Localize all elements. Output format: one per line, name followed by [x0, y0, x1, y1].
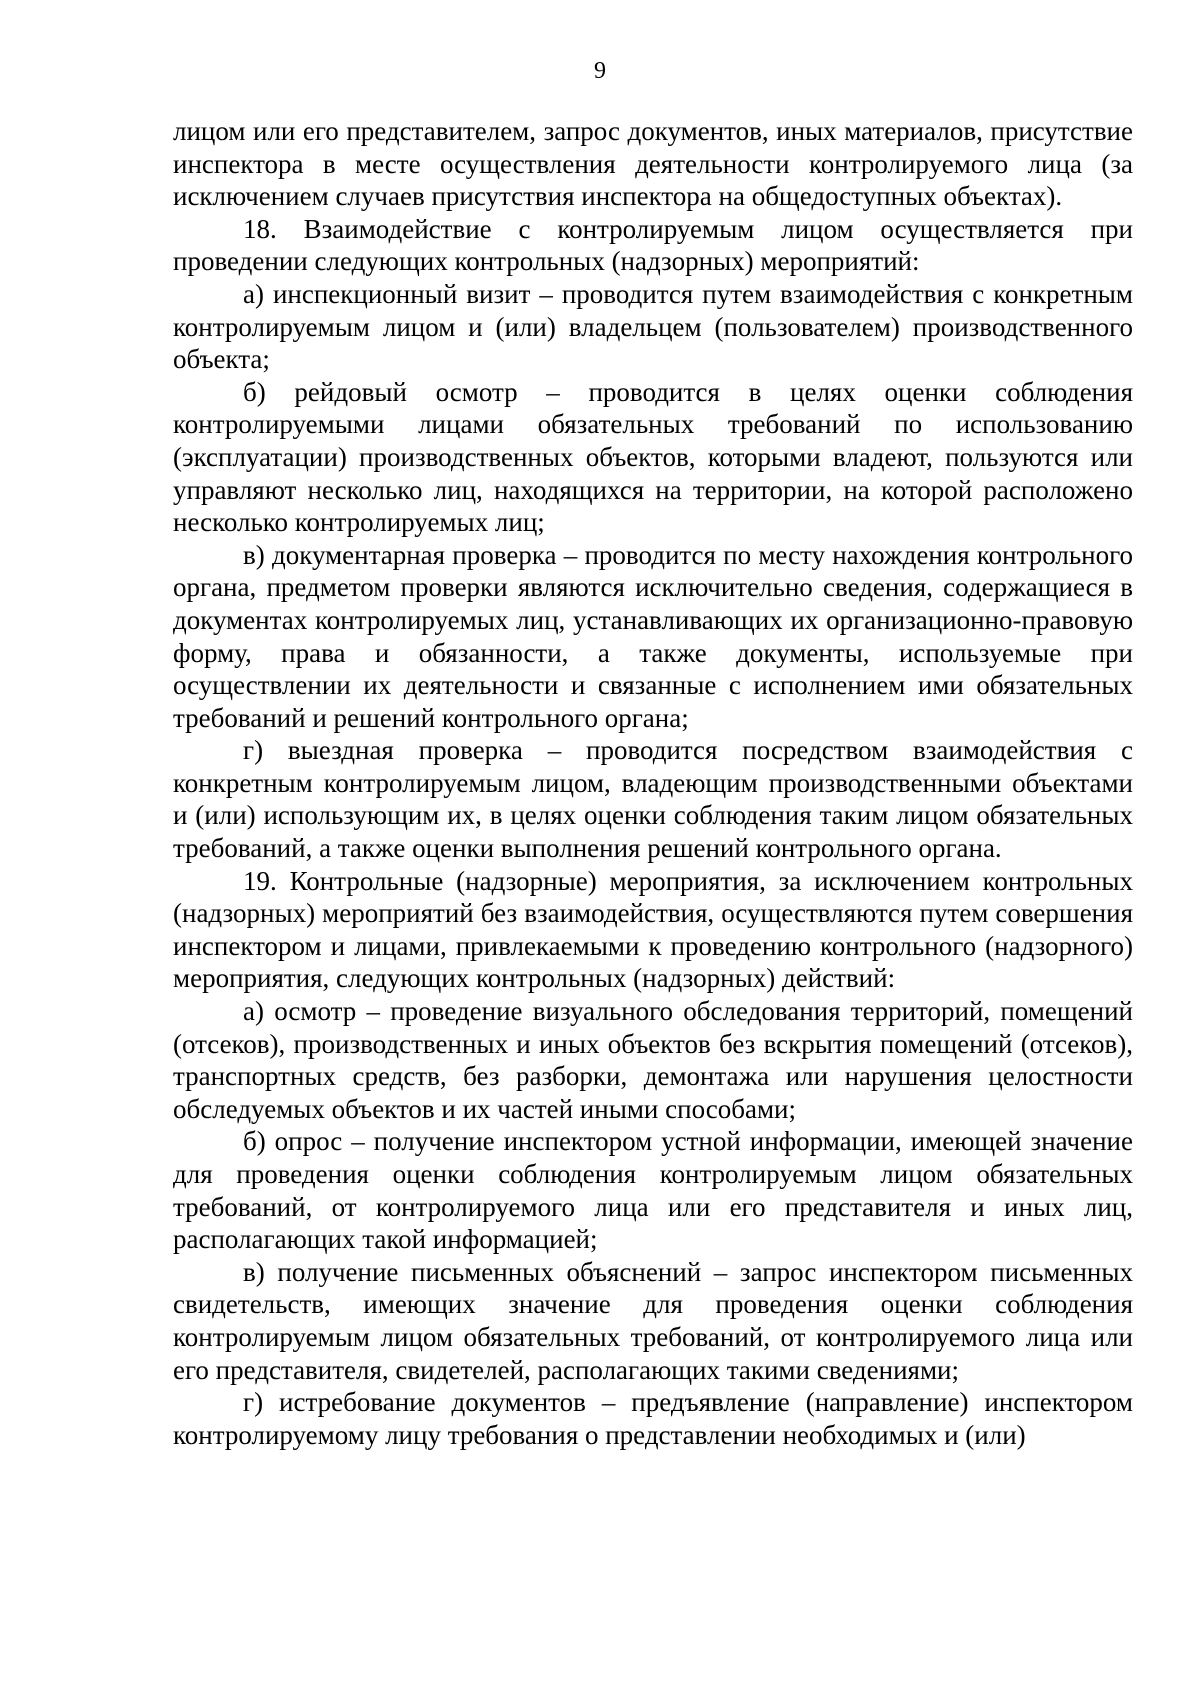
- paragraph-18-v: в) документарная проверка – проводится по месту нахождения контрольного органа, предметом проверки являются исключительно сведения, содержащиеся в документах контролируемых лиц, устанавливающих их организационно-правовую форму, права и обязанности, а также документы, используемые при осуществлении их деятельности и связанные с исполнением ими обязательных требований и решений контрольного органа;: [173, 539, 1133, 733]
- document-body: [173, 115, 1133, 1451]
- page-number: 9: [594, 58, 606, 84]
- paragraph-19-a: а) осмотр – проведение визуального обследования территорий, помещений (отсеков), производственных и иных объектов без вскрытия помещений (отсеков), транспортных средств, без разборки, демонтажа или нарушения целостности обследуемых объектов и их частей иными способами;: [173, 996, 1133, 1124]
- paragraph-18-g: г) выездная проверка – проводится посредством взаимодействия с конкретным контролируемым лицом, владеющим производственными объектами и (или) использующим их, в целях оценки соблюдения таким лицом обязательных требований, а также оценки выполнения решений контрольного органа.: [173, 735, 1133, 864]
- paragraph-18-a: а) инспекционный визит – проводится путем взаимодействия с конкретным контролируемым лицом и (или) владельцем (пользователем) производственного объекта;: [173, 278, 1133, 375]
- paragraph-18-b: б) рейдовый осмотр – проводится в целях оценки соблюдения контролируемыми лицами обязательных требований по использованию (эксплуатации) производственных объектов, которыми владеют, пользуются или управляют несколько лиц, находящихся на территории, на которой расположено несколько контролируемых лиц;: [173, 376, 1133, 538]
- paragraph-item-18: 18. Взаимодействие с контролируемым лицом осуществляется при проведении следующих контрольных (надзорных) мероприятий:: [173, 213, 1133, 277]
- paragraph-item-19: 19. Контрольные (надзорные) мероприятия, за исключением контрольных (надзорных) мероприятий без взаимодействия, осуществляются путем совершения инспектором и лицами, привлекаемыми к проведению контрольного (надзорного) мероприятия, следующих контрольных (надзорных) действий:: [173, 865, 1133, 994]
- paragraph-19-b: б) опрос – получение инспектором устной информации, имеющей значение для проведения оценки соблюдения контролируемым лицом обязательных требований, от контролируемого лица или его представителя и иных лиц, располагающих такой информацией;: [173, 1126, 1133, 1255]
- paragraph-19-g: г) истребование документов – предъявление (направление) инспектором контролируемому лицу требования о представлении необходимых и (или): [173, 1387, 1133, 1450]
- paragraph-continuation: лицом или его представителем, запрос документов, иных материалов, присутствие инспектора в месте осуществления деятельности контролируемого лица (за исключением случаев присутствия инспектора на общедоступных объектах).: [173, 116, 1133, 212]
- paragraph-19-v: в) получение письменных объяснений – запрос инспектором письменных свидетельств, имеющих значение для проведения оценки соблюдения контролируемым лицом обязательных требований, от контролируемого лица или его представителя, свидетелей, располагающих такими сведениями;: [173, 1256, 1133, 1385]
